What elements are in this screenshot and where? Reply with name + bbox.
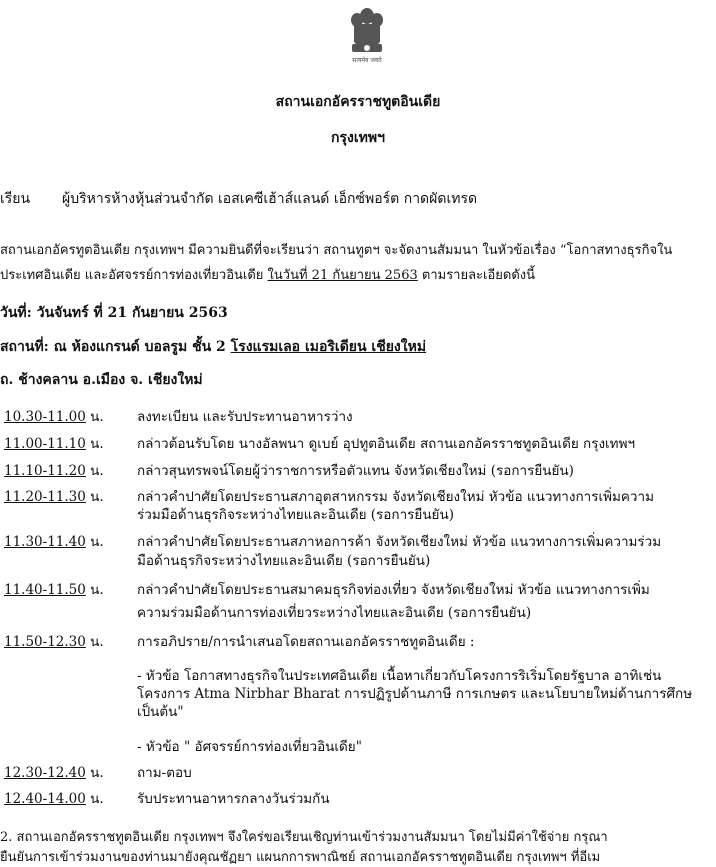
closing-line-1: 2. สถานเอกอัครราชทูตอินเดีย กรุงเทพฯ จึงใคร่ขอเรียนเชิญท่านเข้าร่วมงานสัมมนา โดยไม่มีค่าใช้จ่าย กรุณา xyxy=(0,830,608,845)
schedule-time: 12.30-12.40 น. xyxy=(4,765,104,781)
topic-2: - หัวข้อ " อัศจรรย์การท่องเที่ยวอินเดีย" xyxy=(137,739,362,755)
schedule-time: 11.40-11.50 น. xyxy=(4,582,104,598)
schedule-time: 11.50-12.30 น. xyxy=(4,634,104,650)
intro-line-2: ประเทศอินเดีย และอัศจรรย์การท่องเที่ยวอินเดีย ในวันที่ 21 กันยายน 2563 ตามรายละเอียดดังนี้ xyxy=(0,268,536,283)
topic-1-line-3: เป็นต้น" xyxy=(137,704,184,720)
schedule-item: กล่าวต้อนรับโดย นางอัลพนา ดูเบย์ อุปทูตอินเดีย สถานเอกอัครราชทูตอินเดีย กรุงเทพฯ xyxy=(137,436,636,452)
salutation-label: เรียน xyxy=(0,191,31,207)
emblem-motto: सत्यमेव जयते xyxy=(352,57,382,64)
schedule-item-cont: ร่วมมือด้านธุรกิจระหว่างไทยและอินเดีย (รอการยืนยัน) xyxy=(137,507,454,523)
closing-line-2: ยืนยันการเข้าร่วมงานของท่านมายังคุณชัฏยา แผนกการพาณิชย์ สถานเอกอัครราชทูตอินเดีย กรุงเทพฯ ที่อีเม xyxy=(0,850,601,865)
schedule-item-cont: มือด้านธุรกิจระหว่างไทยและอินเดีย (รอการยืนยัน) xyxy=(137,553,431,569)
intro-line-1: สถานเอกอัครทูตอินเดีย กรุงเทพฯ มีความยินดีที่จะเรียนว่า สถานทูตฯ จะจัดงานสัมมนา ในหัวข้อเรื่อง “โอกาสทางธุรกิจใน xyxy=(0,243,673,258)
schedule-time: 10.30-11.00 น. xyxy=(4,409,104,425)
topic-1-line-2: โครงการ Atma Nirbhar Bharat การปฏิรูปด้านภาษี การเกษตร และนโยบายใหม่ด้านการศึกษ xyxy=(137,686,693,702)
schedule-time: 11.30-11.40 น. xyxy=(4,534,104,550)
schedule-time: 12.40-14.00 น. xyxy=(4,791,104,807)
event-date: วันที่: วันจันทร์ ที่ 21 กันยายน 2563 xyxy=(0,305,228,321)
salutation-recipient: ผู้บริหารห้างหุ้นส่วนจำกัด เอสเคซีเฮ้าส์แลนด์ เอ็กซ์พอร์ต กาดผัดเทรด xyxy=(62,191,478,207)
embassy-title: สถานเอกอัครราชทูตอินเดีย xyxy=(275,94,441,110)
schedule-item: กล่าวคำปาศัยโดยประธานสมาคมธุรกิจท่องเที่ยว จังหวัดเชียงใหม่ หัวข้อ แนวทางการเพิ่ม xyxy=(137,582,650,598)
schedule-item: กล่าวคำปาศัยโดยประธานสภาหอการค้า จังหวัดเชียงใหม่ หัวข้อ แนวทางการเพิ่มความร่วม xyxy=(137,534,662,550)
schedule-item: การอภิปราย/การนำเสนอโดยสถานเอกอัครราชทูตอินเดีย : xyxy=(137,634,475,650)
event-address: ถ. ช้างคลาน อ.เมือง จ. เชียงใหม่ xyxy=(0,372,203,388)
schedule-time: 11.10-11.20 น. xyxy=(4,463,104,479)
schedule-item: รับประทานอาหารกลางวันร่วมกัน xyxy=(137,791,330,807)
schedule-item: ลงทะเบียน และรับประทานอาหารว่าง xyxy=(137,409,353,425)
topic-1-line-1: - หัวข้อ โอกาสทางธุรกิจในประเทศอินเดีย เนื้อหาเกี่ยวกับโครงการริเริ่มโดยรัฐบาล อาทิเช่น xyxy=(137,668,662,684)
national-emblem xyxy=(346,4,388,70)
schedule-time: 11.00-11.10 น. xyxy=(4,436,104,452)
schedule-item: ถาม-ตอบ xyxy=(137,765,192,781)
schedule-item: กล่าวคำปาศัยโดยประธานสภาอุตสาหกรรม จังหวัดเชียงใหม่ หัวข้อ แนวทางการเพิ่มความ xyxy=(137,489,654,505)
event-venue: สถานที่: ณ ห้องแกรนด์ บอลรูม ชั้น 2 โรงแรมเลอ เมอริเดียน เชียงใหม่ xyxy=(0,339,427,355)
schedule-item: กล่าวสุนทรพจน์โดยผู้ว่าราชการหรือตัวแทน จังหวัดเชียงใหม่ (รอการยืนยัน) xyxy=(137,463,574,479)
schedule-time: 11.20-11.30 น. xyxy=(4,489,104,505)
schedule-item-cont: ความร่วมมือด้านการท่องเที่ยวระหว่างไทยและอินเดีย (รอการยืนยัน) xyxy=(137,605,532,621)
embassy-city: กรุงเทพฯ xyxy=(331,130,385,146)
